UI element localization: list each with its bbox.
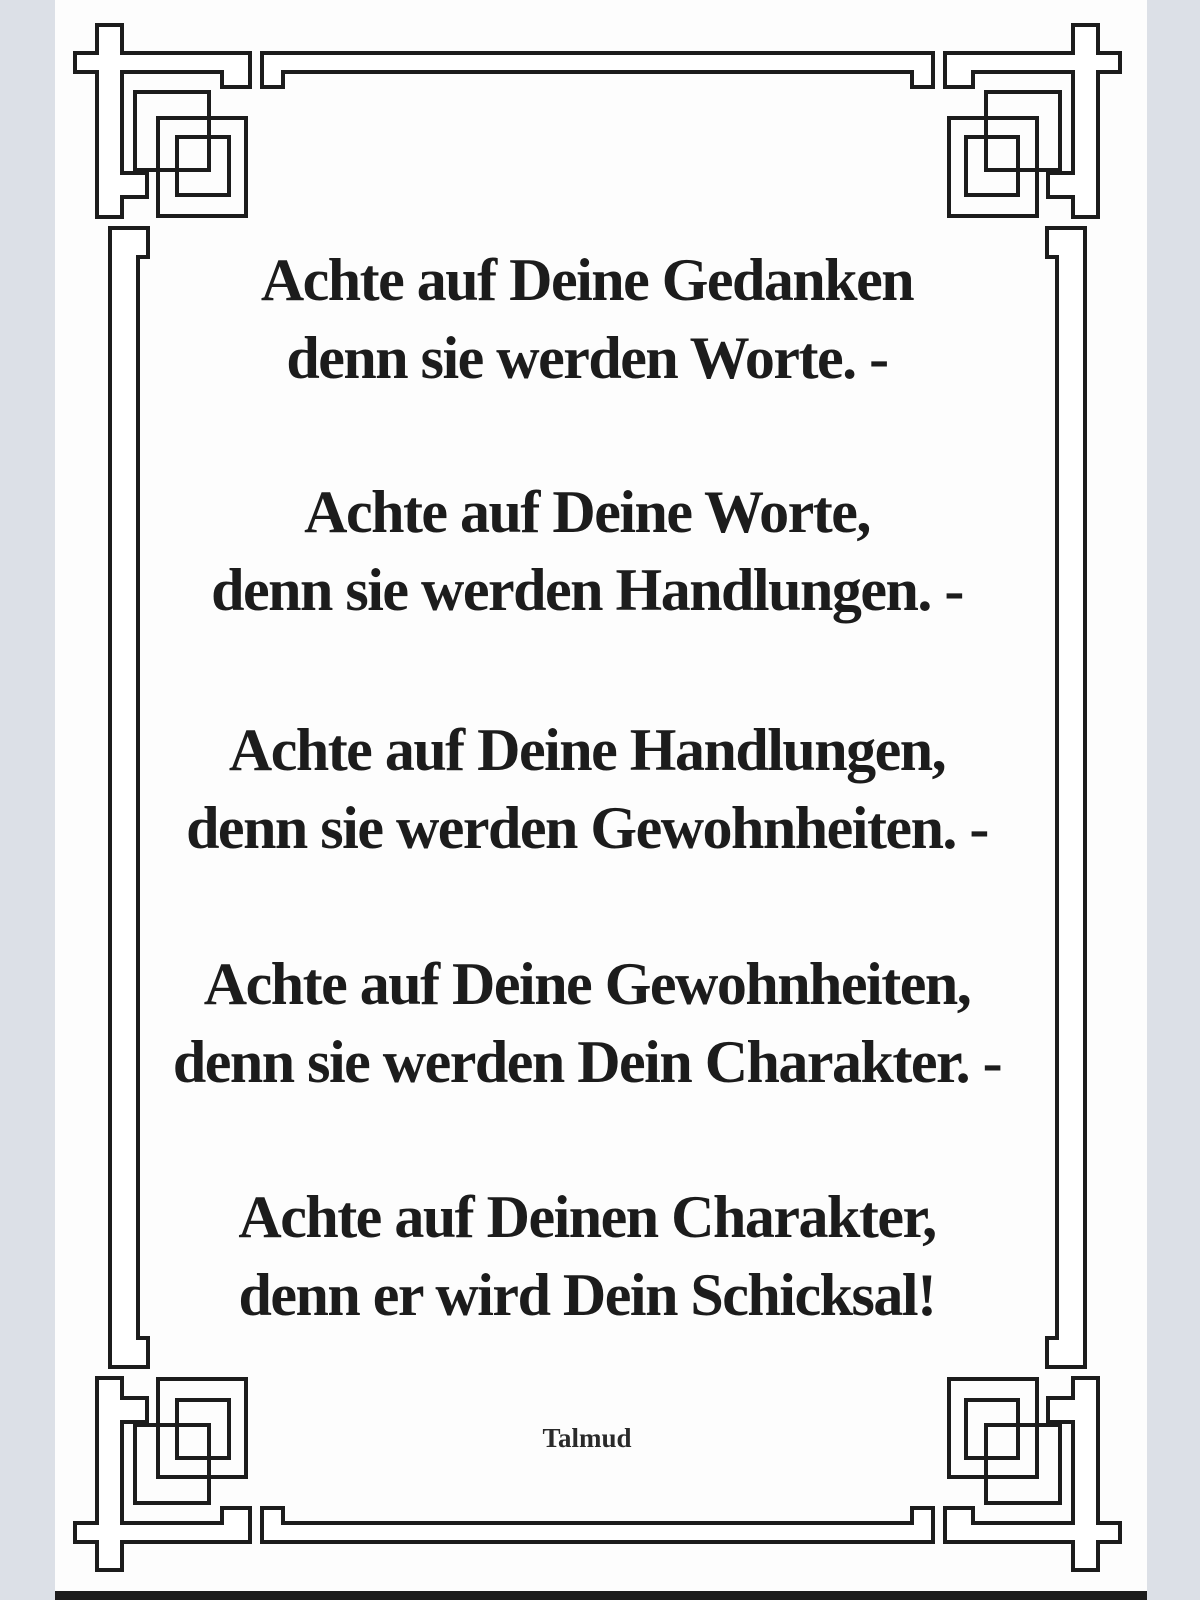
quote-stanza: [55, 473, 1119, 629]
quote-line: denn sie werden Gewohnheiten. -: [186, 795, 988, 861]
quote-line: denn sie werden Handlungen. -: [211, 557, 963, 623]
quote-stanza: [55, 711, 1119, 867]
quote-line: Achte auf Deinen Charakter,: [238, 1184, 936, 1250]
quote-stanza: [55, 1178, 1119, 1334]
page-bottom-edge-bar: [55, 1591, 1147, 1600]
quote-line: denn sie werden Dein Charakter. -: [172, 1029, 1002, 1095]
attribution-text: Talmud: [542, 1423, 632, 1453]
quote-line: Achte auf Deine Handlungen,: [228, 717, 946, 783]
quote-text-area: [55, 0, 1147, 1600]
quote-line: Achte auf Deine Worte,: [304, 479, 870, 545]
quote-line: Achte auf Deine Gewohnheiten,: [203, 951, 971, 1017]
quote-line: denn sie werden Worte. -: [286, 325, 888, 391]
quote-line: Achte auf Deine Gedanken: [260, 247, 914, 313]
quote-line: denn er wird Dein Schicksal!: [238, 1262, 936, 1328]
quote-stanza: [55, 241, 1119, 397]
quote-stanza: [55, 945, 1119, 1101]
